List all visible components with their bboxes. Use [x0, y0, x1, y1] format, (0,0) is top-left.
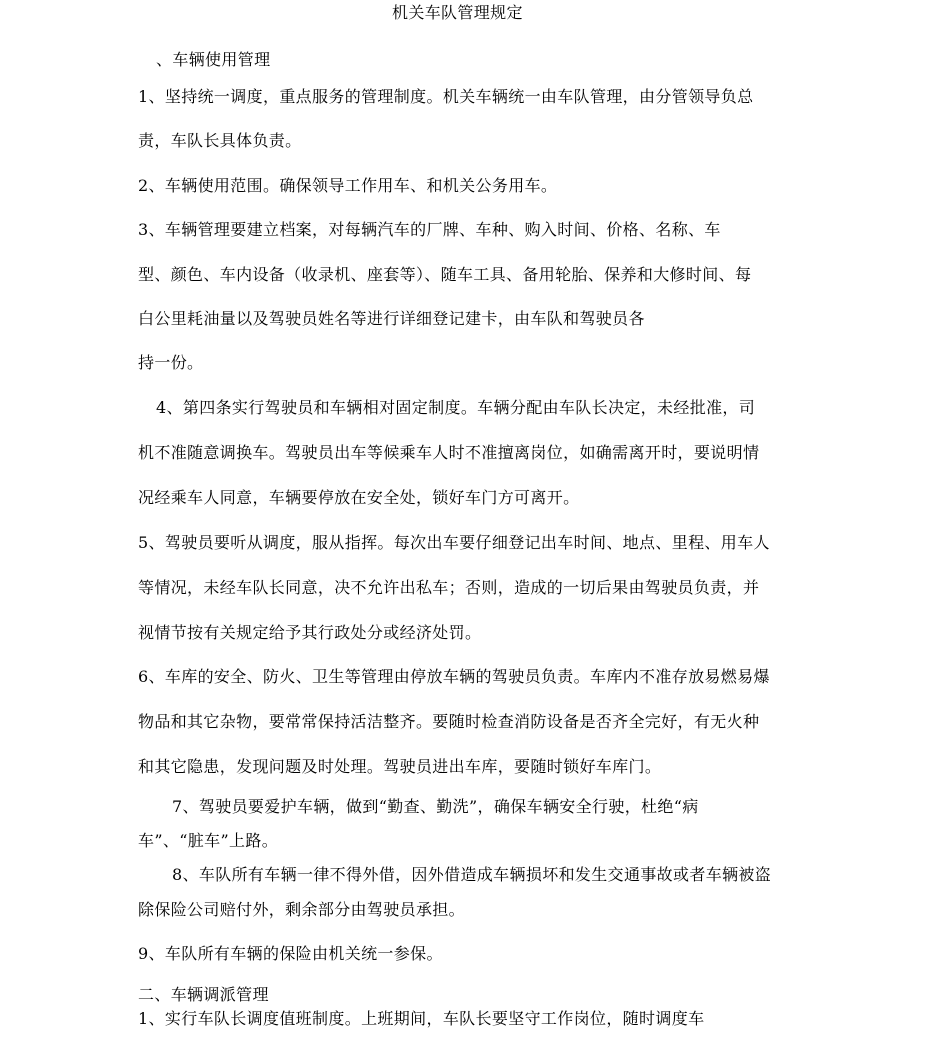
paragraph-line: 除保险公司赔付外，剩余部分由驾驶员承担。 [138, 900, 466, 919]
paragraph-line: 5、驾驶员要听从调度，服从指挥。每次出车要仔细登记出车时间、地点、里程、用车人 [138, 533, 770, 552]
paragraph-line: 持一份。 [138, 353, 204, 372]
paragraph-line: 型、颜色、车内设备（收录机、座套等）、随车工具、备用轮胎、保养和大修时间、每 [138, 265, 752, 284]
paragraph-line: 8、车队所有车辆一律不得外借，因外借造成车辆损坏和发生交通事故或者车辆被盗 [172, 865, 772, 884]
paragraph-line: 7、驾驶员要爱护车辆，做到“勤查、勤洗”，确保车辆安全行驶，杜绝“病 [172, 797, 699, 816]
paragraph-line: 等情况，未经车队长同意，决不允许出私车；否则，造成的一切后果由驾驶员负责，并 [138, 578, 760, 597]
document-title: 机关车队管理规定 [392, 3, 523, 22]
paragraph-line: 1、坚持统一调度，重点服务的管理制度。机关车辆统一由车队管理，由分管领导负总 [138, 87, 754, 106]
paragraph-line: 6、车库的安全、防火、卫生等管理由停放车辆的驾驶员负责。车库内不准存放易燃易爆 [138, 667, 770, 686]
paragraph-line: 2、车辆使用范围。确保领导工作用车、和机关公务用车。 [138, 176, 558, 195]
section-1-heading: 、车辆使用管理 [156, 50, 271, 69]
paragraph-line: 责，车队长具体负责。 [138, 131, 302, 150]
paragraph-line: 9、车队所有车辆的保险由机关统一参保。 [138, 944, 443, 963]
paragraph-line: 车”、“脏车”上路。 [138, 831, 279, 850]
paragraph-line: 物品和其它杂物，要常常保持活洁整齐。要随时检查消防设备是否齐全完好，有无火种 [138, 712, 760, 731]
paragraph-line: 机不准随意调换车。驾驶员出车等候乘车人时不准擅离岗位，如确需离开时，要说明情 [138, 443, 760, 462]
paragraph-line: 白公里耗油量以及驾驶员姓名等进行详细登记建卡，由车队和驾驶员各 [138, 309, 645, 328]
paragraph-line: 4、第四条实行驾驶员和车辆相对固定制度。车辆分配由车队长决定，未经批准，司 [156, 398, 756, 417]
paragraph-line: 视情节按有关规定给予其行政处分或经济处罚。 [138, 623, 482, 642]
paragraph-line: 1、实行车队长调度值班制度。上班期间，车队长要坚守工作岗位，随时调度车 [138, 1009, 705, 1028]
paragraph-line: 和其它隐患，发现问题及时处理。驾驶员进出车库，要随时锁好车库门。 [138, 757, 662, 776]
paragraph-line: 况经乘车人同意，车辆要停放在安全处，锁好车门方可离开。 [138, 488, 580, 507]
paragraph-line: 3、车辆管理要建立档案，对每辆汽车的厂牌、车种、购入时间、价格、名称、车 [138, 220, 721, 239]
section-2-heading: 二、车辆调派管理 [138, 985, 269, 1004]
